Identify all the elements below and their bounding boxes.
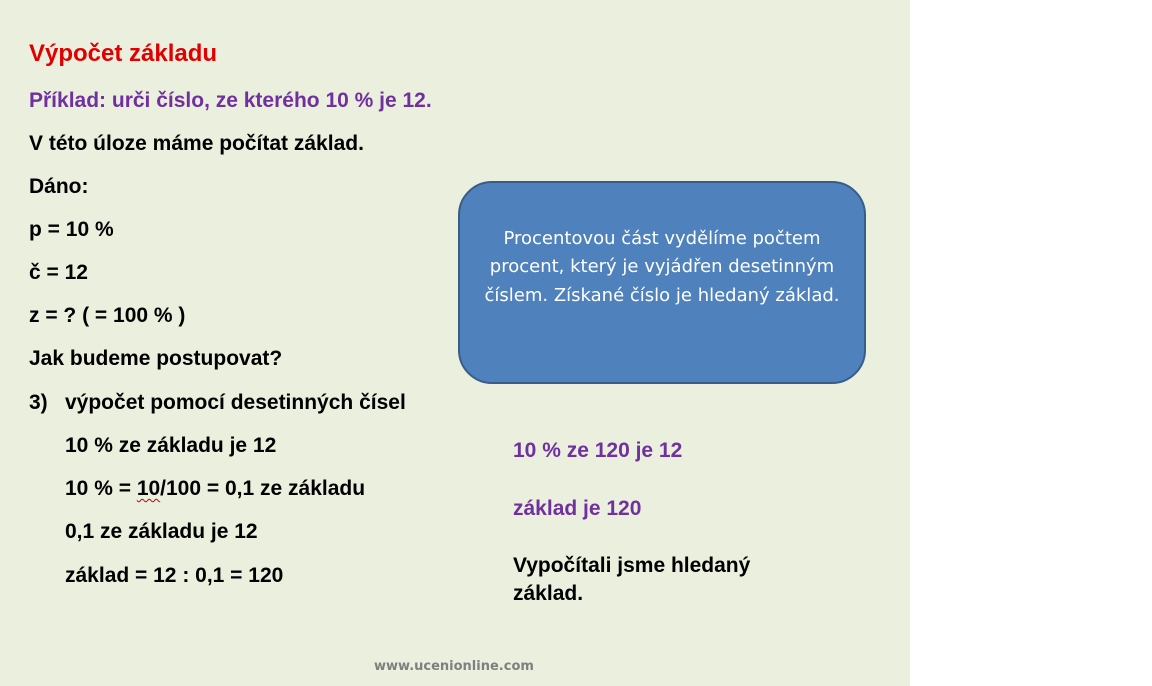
result-line-1: 10 % ze 120 je 12 [513,439,683,462]
slide-title: Výpočet základu [29,40,218,67]
example-statement: Příklad: urči číslo, ze kterého 10 % je 12. [29,89,432,112]
given-percent: p = 10 % [29,218,114,241]
blank-margin [910,0,1152,686]
result-line-2: základ je 120 [513,497,642,520]
given-label: Dáno: [29,175,89,198]
result-conclusion-line-1: Vypočítali jsme hledaný [513,554,751,577]
step-line-2-end: /100 = 0,1 ze základu [160,477,366,500]
step-title: výpočet pomocí desetinných čísel [65,391,406,414]
step-line-2-underlined: 10 [136,477,161,500]
explanation-callout [458,181,866,384]
intro-text: V této úloze máme počítat základ. [29,132,364,155]
result-conclusion-line-2: základ. [513,582,584,605]
step-line-2 [65,476,365,501]
step-number: 3) [29,391,48,414]
step-line-3: 0,1 ze základu je 12 [65,520,258,543]
method-question: Jak budeme postupovat? [29,347,283,370]
given-part: č = 12 [29,261,88,284]
callout-text: Procentovou část vydělíme počtem procent, který je vyjádřen desetinným číslem. Získané číslo je hledaný základ. [484,227,840,306]
footer-url: www.ucenionline.com [374,659,534,674]
step-line-2-start: 10 % = [65,477,137,500]
step-line-1: 10 % ze základu je 12 [65,434,277,457]
step-line-4: základ = 12 : 0,1 = 120 [65,564,284,587]
given-base: z = ? ( = 100 % ) [29,304,186,327]
